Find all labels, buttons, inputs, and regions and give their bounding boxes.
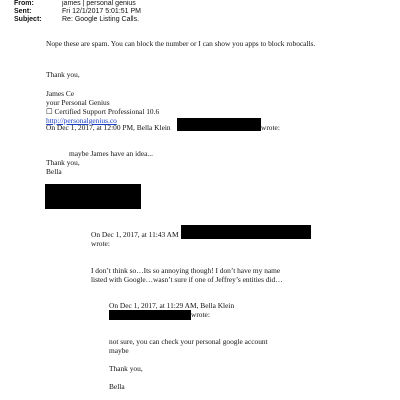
quote3-line3: Thank you,	[109, 364, 143, 373]
quote3-wrote: wrote:	[191, 310, 210, 319]
quote3-line1: not sure, you can check your personal google account	[109, 337, 268, 346]
signature-link[interactable]: http://personalgenius.co	[46, 116, 117, 125]
quote2-intro: On Dec 1, 2017, at 11:43 AM	[91, 230, 179, 239]
signature-cert: ☐ Certified Support Professional 10.6	[46, 107, 160, 116]
thanks-text: Thank you,	[46, 70, 80, 79]
redaction-block	[177, 118, 261, 131]
quote3-intro: On Dec 1, 2017, at 11:29 AM, Bella Klein	[109, 301, 235, 310]
redaction-block	[45, 184, 141, 209]
main-message: Nope these are spam. You can block the number or I can show you apps to block robocalls.	[46, 39, 316, 48]
subject-label: Subject:	[14, 16, 42, 23]
quote1-line3: Bella	[46, 167, 62, 176]
signature-title: your Personal Genius	[46, 98, 110, 107]
quote1-wrote: wrote:	[261, 123, 280, 132]
quote1-line1: maybe James have an idea...	[69, 149, 153, 158]
quote2-wrote: wrote:	[91, 239, 110, 248]
from-label: From:	[14, 0, 34, 7]
quote2-line2: listed with Google…wasn’t sure if one of Jeffrey’s entities did…	[91, 275, 283, 284]
subject-value: Re: Google Listing Calls.	[62, 16, 140, 23]
quote3-line4: Bella	[109, 382, 125, 391]
quote3-line2: maybe	[109, 346, 129, 355]
redaction-block	[181, 225, 311, 239]
redaction-block	[109, 310, 191, 320]
signature-name: James Ce	[46, 89, 75, 98]
quote1-intro: On Dec 1, 2017, at 12:00 PM, Bella Klein	[46, 123, 171, 132]
sent-value: Fri 12/1/2017 5:01:51 PM	[62, 8, 141, 15]
quote2-line1: I don’t think so…Its so annoying though! I don’t have my name	[91, 266, 281, 275]
sent-label: Sent:	[14, 8, 32, 15]
quote1-line2: Thank you,	[46, 158, 80, 167]
from-value: james | personal genius	[62, 0, 136, 7]
